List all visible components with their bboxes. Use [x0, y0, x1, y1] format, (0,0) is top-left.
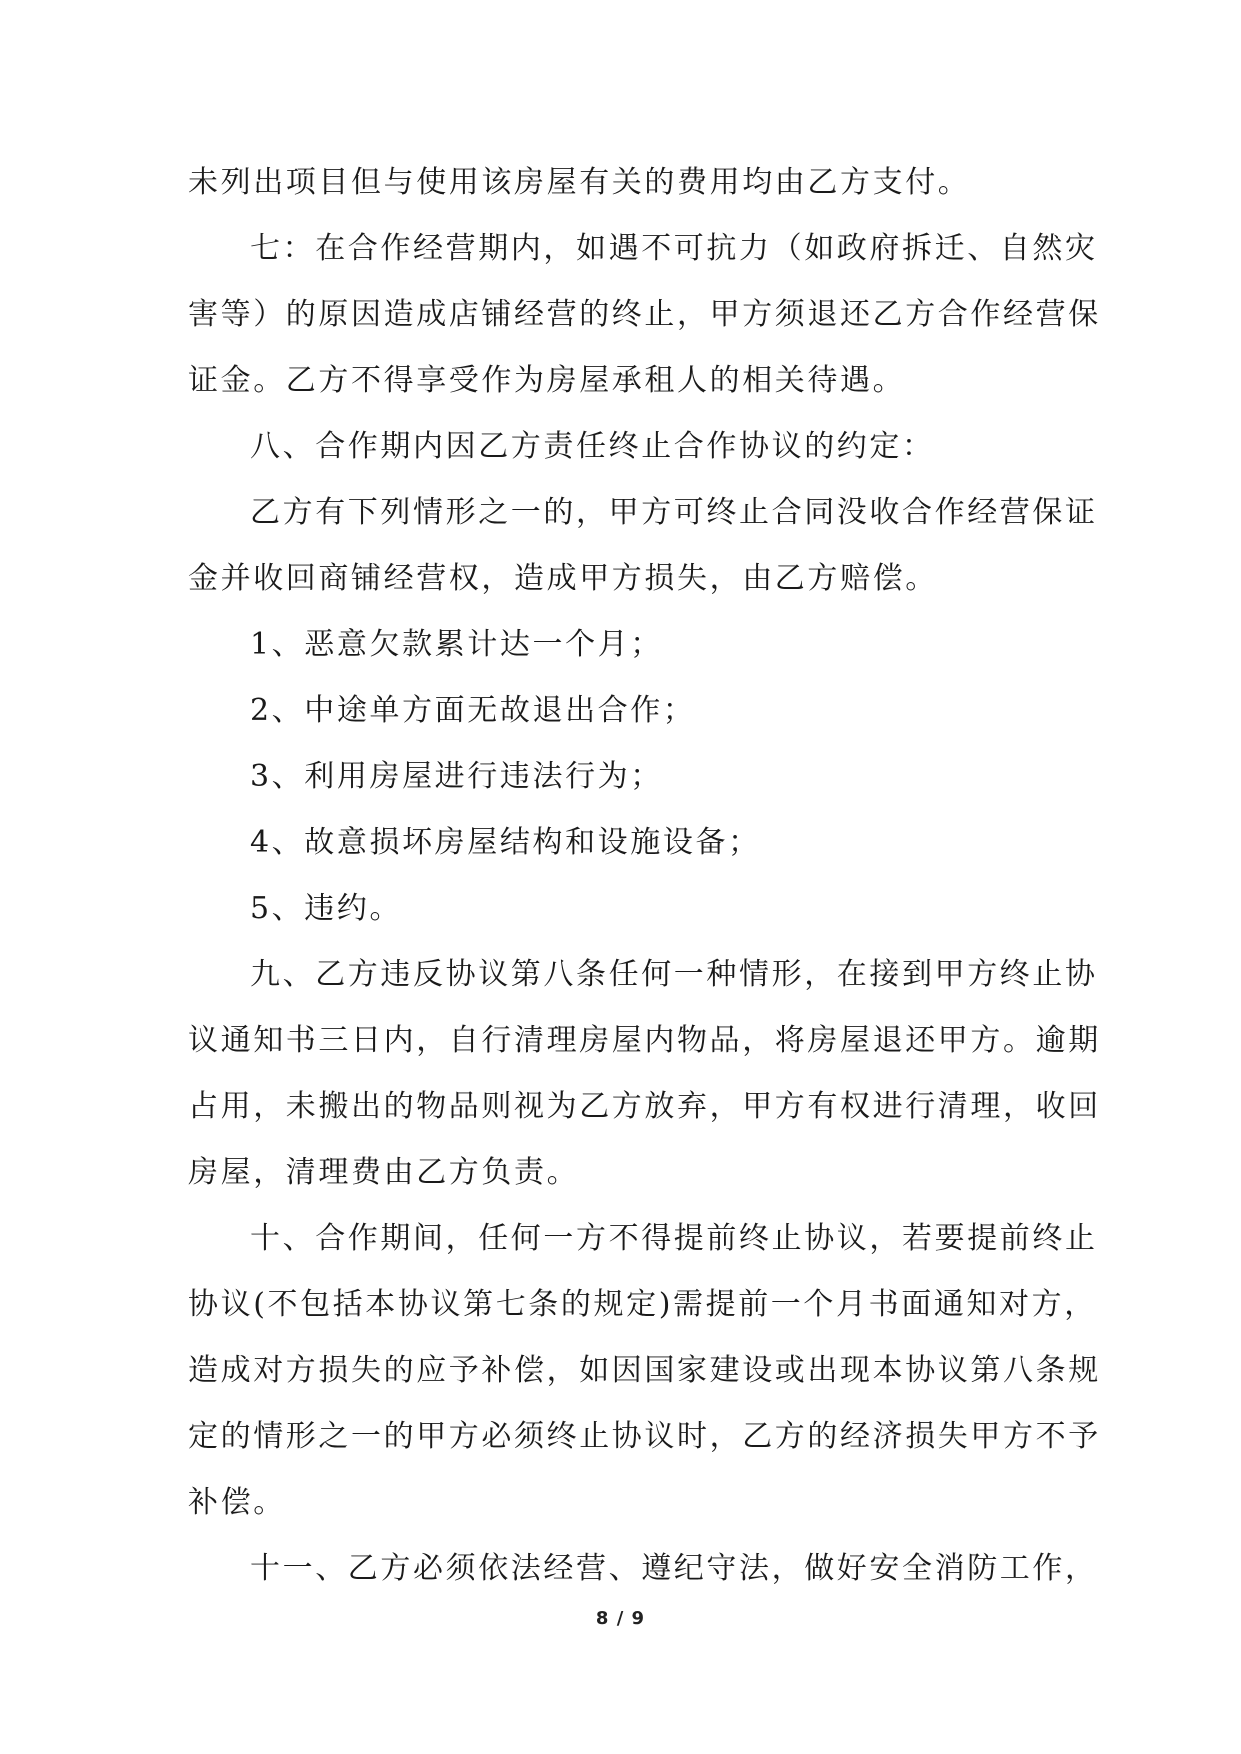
document-body — [188, 150, 1101, 1602]
clause-9-line: 九、乙方违反协议第八条任何一种情形，在接到甲方终止协 — [250, 957, 1098, 992]
list-item: 1、恶意欠款累计达一个月； — [250, 627, 663, 662]
clause-10-line: 十、合作期间，任何一方不得提前终止协议，若要提前终止 — [250, 1221, 1098, 1256]
text-line: 未列出项目但与使用该房屋有关的费用均由乙方支付。 — [188, 165, 971, 200]
text-line: 定的情形之一的甲方必须终止协议时，乙方的经济损失甲方不予 — [188, 1419, 1101, 1454]
text-line: 补偿。 — [188, 1485, 286, 1520]
clause-7-line: 七：在合作经营期内，如遇不可抗力（如政府拆迁、自然灾 — [250, 231, 1098, 266]
text-line: 造成对方损失的应予补偿，如因国家建设或出现本协议第八条规 — [188, 1353, 1101, 1388]
page-number: 8 / 9 — [595, 1608, 646, 1629]
text-line: 议通知书三日内，自行清理房屋内物品，将房屋退还甲方。逾期 — [188, 1023, 1101, 1058]
text-line: 占用，未搬出的物品则视为乙方放弃，甲方有权进行清理，收回 — [188, 1089, 1101, 1124]
text-line: 乙方有下列情形之一的，甲方可终止合同没收合作经营保证 — [250, 495, 1098, 530]
list-item: 2、中途单方面无故退出合作； — [250, 693, 696, 728]
list-item: 5、违约。 — [250, 891, 403, 926]
text-line: 证金。乙方不得享受作为房屋承租人的相关待遇。 — [188, 363, 906, 398]
text-line: 协议(不包括本协议第七条的规定)需提前一个月书面通知对方， — [188, 1287, 1097, 1322]
text-line: 房屋，清理费由乙方负责。 — [188, 1155, 580, 1190]
clause-11-line: 十一、乙方必须依法经营、遵纪守法，做好安全消防工作， — [250, 1551, 1098, 1586]
list-item: 3、利用房屋进行违法行为； — [250, 759, 663, 794]
text-line: 金并收回商铺经营权，造成甲方损失，由乙方赔偿。 — [188, 561, 938, 596]
clause-8-line: 八、合作期内因乙方责任终止合作协议的约定： — [250, 429, 935, 464]
list-item: 4、故意损坏房屋结构和设施设备； — [250, 825, 761, 860]
text-line: 害等）的原因造成店铺经营的终止，甲方须退还乙方合作经营保 — [188, 297, 1101, 332]
